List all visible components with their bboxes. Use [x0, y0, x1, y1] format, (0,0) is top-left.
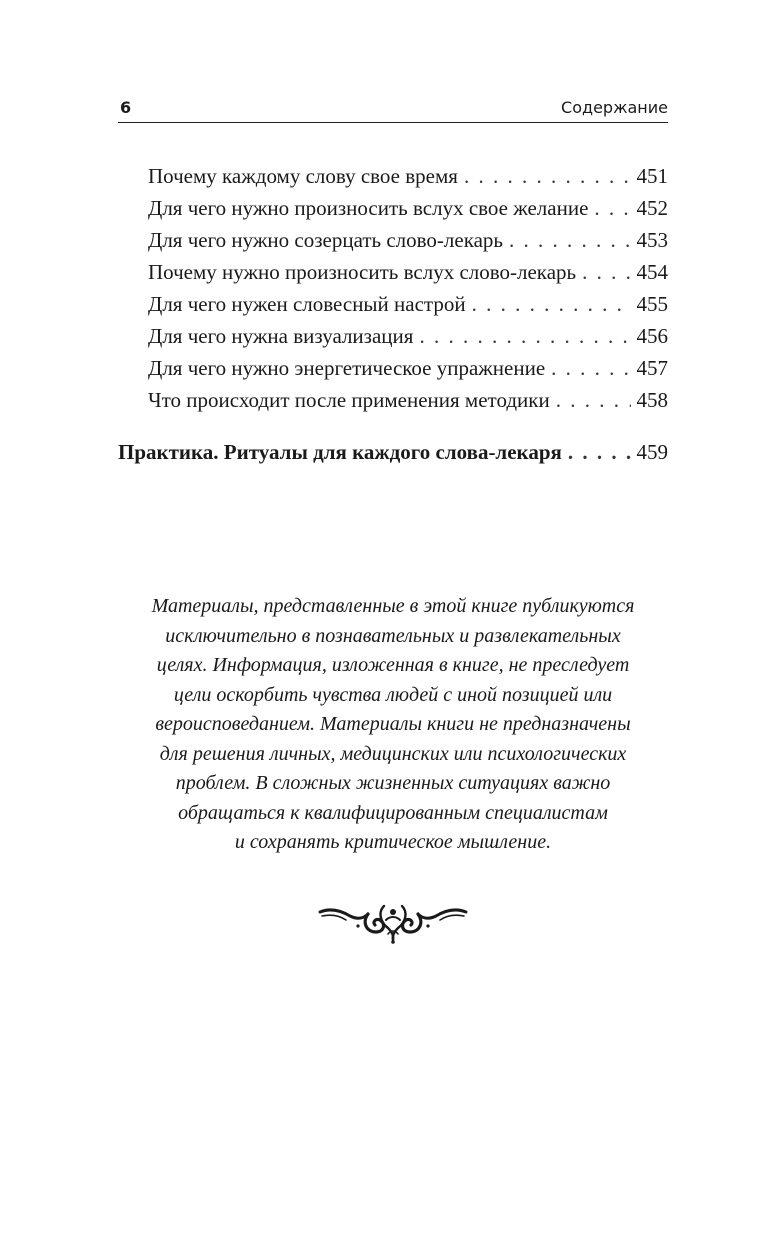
toc-dot-leader — [464, 160, 631, 192]
toc-entry-title: Для чего нужно энергетическое упражнение — [148, 356, 546, 380]
toc-dot-leader — [556, 384, 631, 416]
toc-chapter-entry[interactable] — [118, 436, 668, 468]
toc-entry-page: 454 — [636, 260, 668, 284]
table-of-contents — [118, 160, 668, 468]
disclaimer-line: Материалы, представленные в этой книге публикуются — [151, 595, 635, 617]
toc-entry-title: Для чего нужна визуализация — [148, 324, 414, 348]
disclaimer-line: обращаться к квалифицированным специалистам — [178, 801, 608, 824]
disclaimer-line: проблем. В сложных жизненных ситуациях важно — [175, 772, 611, 794]
toc-entry-title: Почему нужно произносить вслух слово-лекарь — [148, 260, 577, 284]
page-number: 6 — [120, 98, 132, 117]
toc-entry-title: Для чего нужно произносить вслух свое желание — [148, 196, 589, 220]
toc-entry[interactable] — [118, 320, 668, 352]
disclaimer-line: цели оскорбить чувства людей с иной позицией или — [173, 683, 613, 706]
toc-dot-leader — [551, 352, 630, 384]
toc-entry-page: 455 — [636, 292, 668, 316]
toc-entry[interactable] — [118, 224, 668, 256]
toc-dot-leader — [509, 224, 630, 256]
page-header — [118, 94, 668, 123]
disclaimer-line: для решения личных, медицинских или психологических — [159, 742, 627, 765]
toc-entry[interactable] — [118, 384, 668, 416]
toc-entry[interactable] — [118, 192, 668, 224]
disclaimer-line: и сохранять критическое мышление. — [234, 831, 552, 853]
toc-entry[interactable] — [118, 288, 668, 320]
toc-entry-title: Для чего нужно созерцать слово-лекарь — [148, 228, 504, 252]
decorative-flourish-icon — [318, 898, 468, 944]
toc-entry-title: Для чего нужен словесный настрой — [148, 292, 466, 316]
disclaimer-line: исключительно в познавательных и развлекательных — [165, 624, 621, 647]
toc-entry-page: 458 — [636, 388, 668, 412]
toc-dot-leader — [594, 192, 630, 224]
toc-entry-page: 452 — [636, 196, 668, 220]
toc-entry-page: 451 — [636, 164, 668, 188]
toc-entry-page: 457 — [636, 356, 668, 380]
toc-dot-leader — [419, 320, 630, 352]
disclaimer-line: вероисповеданием. Материалы книги не предназначены — [155, 713, 631, 735]
toc-entry[interactable] — [118, 160, 668, 192]
toc-chapter-page: 459 — [636, 440, 668, 464]
toc-entry-title: Почему каждому слову свое время — [148, 164, 458, 188]
toc-dot-leader — [472, 288, 631, 320]
toc-dot-leader — [568, 436, 631, 468]
disclaimer-line: целях. Информация, изложенная в книге, не преследует — [156, 654, 630, 676]
toc-entry[interactable] — [118, 256, 668, 288]
toc-entry-page: 453 — [636, 228, 668, 252]
toc-entry-page: 456 — [636, 324, 668, 348]
disclaimer-text — [118, 592, 668, 858]
toc-chapter-title: Практика. Ритуалы для каждого слова-лекаря — [118, 440, 562, 464]
toc-entry[interactable] — [118, 352, 668, 384]
toc-entry-title: Что происходит после применения методики — [148, 388, 550, 412]
toc-dot-leader — [582, 256, 630, 288]
running-title: Содержание — [561, 98, 668, 117]
